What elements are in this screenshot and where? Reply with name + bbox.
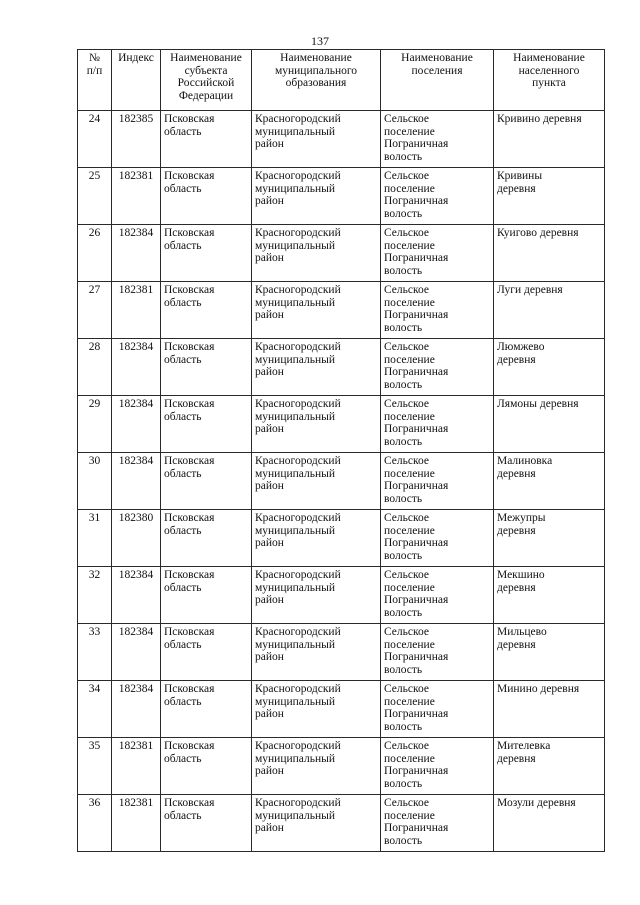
cell-line: Пограничная	[384, 252, 449, 265]
cell-postal-index: 182384	[112, 567, 161, 624]
cell-line: Пограничная	[384, 195, 449, 208]
header-line: п/п	[86, 64, 103, 77]
cell-settlement	[381, 795, 494, 852]
cell-postal-index: 182384	[112, 339, 161, 396]
cell-line: муниципальный	[255, 182, 336, 195]
cell-line: район	[255, 366, 284, 379]
cell-locality	[494, 282, 605, 339]
cell-locality	[494, 453, 605, 510]
cell-settlement	[381, 624, 494, 681]
cell-line: район	[255, 594, 284, 607]
cell-line: Кривины	[497, 170, 543, 182]
cell-line: поселение	[384, 524, 435, 537]
cell-line: Пограничная	[384, 594, 449, 607]
cell-line: Сельское	[384, 398, 430, 410]
cell-postal-index: 182384	[112, 624, 161, 681]
cell-line: район	[255, 138, 284, 151]
cell-line: волость	[384, 778, 423, 791]
cell-federal-subject	[161, 396, 252, 453]
cell-line: Красногородский	[255, 341, 341, 353]
cell-line: Псковская	[164, 512, 215, 524]
cell-line: волость	[384, 208, 423, 221]
table-row	[78, 738, 605, 795]
cell-federal-subject	[161, 681, 252, 738]
header-line: Наименование	[280, 52, 352, 64]
cell-postal-index: 182381	[112, 795, 161, 852]
cell-line: Сельское	[384, 740, 430, 752]
cell-line: область	[164, 752, 202, 765]
cell-number: 27	[78, 282, 112, 339]
cell-line: муниципальный	[255, 638, 336, 651]
header-line: населенного	[518, 64, 580, 77]
cell-locality	[494, 795, 605, 852]
cell-line: Луги деревня	[497, 284, 563, 296]
cell-number: 25	[78, 168, 112, 225]
table-row	[78, 567, 605, 624]
cell-municipality	[252, 111, 381, 168]
header-row	[78, 50, 605, 111]
cell-line: муниципальный	[255, 524, 336, 537]
cell-settlement	[381, 168, 494, 225]
cell-line: волость	[384, 493, 423, 506]
cell-line: Сельское	[384, 113, 430, 125]
cell-line: область	[164, 296, 202, 309]
cell-line: поселение	[384, 752, 435, 765]
header-line: Наименование	[401, 52, 473, 64]
cell-line: волость	[384, 607, 423, 620]
cell-line: волость	[384, 379, 423, 392]
cell-line: Красногородский	[255, 170, 341, 182]
cell-line: район	[255, 252, 284, 265]
cell-postal-index: 182384	[112, 396, 161, 453]
cell-line: Красногородский	[255, 113, 341, 125]
cell-line: Межупры	[497, 512, 546, 524]
cell-line: район	[255, 765, 284, 778]
cell-number: 29	[78, 396, 112, 453]
cell-settlement	[381, 453, 494, 510]
cell-line: деревня	[497, 752, 536, 765]
cell-number: 36	[78, 795, 112, 852]
cell-line: поселение	[384, 182, 435, 195]
cell-line: область	[164, 695, 202, 708]
cell-line: область	[164, 638, 202, 651]
cell-federal-subject	[161, 453, 252, 510]
header-line: образования	[285, 77, 347, 90]
cell-line: волость	[384, 265, 423, 278]
table-header	[78, 50, 605, 111]
cell-municipality	[252, 624, 381, 681]
cell-number: 28	[78, 339, 112, 396]
cell-line: Пограничная	[384, 765, 449, 778]
cell-line: муниципальный	[255, 410, 336, 423]
cell-line: район	[255, 822, 284, 835]
cell-locality	[494, 510, 605, 567]
cell-locality	[494, 111, 605, 168]
cell-number: 24	[78, 111, 112, 168]
cell-number: 33	[78, 624, 112, 681]
cell-settlement	[381, 510, 494, 567]
cell-line: волость	[384, 322, 423, 335]
cell-line: поселение	[384, 467, 435, 480]
cell-number: 34	[78, 681, 112, 738]
table-row	[78, 225, 605, 282]
cell-postal-index: 182380	[112, 510, 161, 567]
cell-line: поселение	[384, 809, 435, 822]
cell-locality	[494, 168, 605, 225]
cell-line: область	[164, 182, 202, 195]
cell-line: волость	[384, 436, 423, 449]
cell-settlement	[381, 738, 494, 795]
cell-line: Красногородский	[255, 512, 341, 524]
cell-number: 31	[78, 510, 112, 567]
table-row	[78, 624, 605, 681]
cell-line: муниципальный	[255, 752, 336, 765]
cell-line: Пограничная	[384, 651, 449, 664]
cell-federal-subject	[161, 225, 252, 282]
cell-federal-subject	[161, 282, 252, 339]
cell-municipality	[252, 282, 381, 339]
cell-settlement	[381, 339, 494, 396]
cell-line: Пограничная	[384, 822, 449, 835]
cell-line: область	[164, 125, 202, 138]
table-row	[78, 795, 605, 852]
cell-line: Красногородский	[255, 569, 341, 581]
cell-line: область	[164, 809, 202, 822]
cell-line: поселение	[384, 695, 435, 708]
table-row	[78, 510, 605, 567]
table-row	[78, 111, 605, 168]
header-line: №	[89, 52, 100, 64]
cell-federal-subject	[161, 567, 252, 624]
cell-line: Пограничная	[384, 138, 449, 151]
header-subject	[161, 50, 252, 111]
cell-locality	[494, 396, 605, 453]
cell-line: волость	[384, 664, 423, 677]
cell-line: область	[164, 353, 202, 366]
cell-federal-subject	[161, 168, 252, 225]
cell-line: Псковская	[164, 113, 215, 125]
cell-line: поселение	[384, 125, 435, 138]
page-number: 137	[311, 34, 329, 48]
cell-line: муниципальный	[255, 809, 336, 822]
cell-settlement	[381, 567, 494, 624]
cell-municipality	[252, 225, 381, 282]
cell-line: деревня	[497, 353, 536, 366]
cell-line: Пограничная	[384, 309, 449, 322]
cell-line: Псковская	[164, 683, 215, 695]
cell-line: муниципальный	[255, 695, 336, 708]
cell-federal-subject	[161, 510, 252, 567]
cell-municipality	[252, 339, 381, 396]
cell-line: Псковская	[164, 227, 215, 239]
table-body	[78, 111, 605, 852]
cell-line: Мозули деревня	[497, 797, 576, 809]
cell-postal-index: 182381	[112, 738, 161, 795]
cell-locality	[494, 339, 605, 396]
cell-federal-subject	[161, 738, 252, 795]
cell-line: поселение	[384, 353, 435, 366]
header-index	[112, 50, 161, 111]
cell-line: Сельское	[384, 455, 430, 467]
cell-locality	[494, 738, 605, 795]
cell-federal-subject	[161, 795, 252, 852]
cell-line: Минино деревня	[497, 683, 580, 695]
cell-line: Сельское	[384, 284, 430, 296]
cell-line: Псковская	[164, 341, 215, 353]
cell-line: район	[255, 309, 284, 322]
cell-locality	[494, 624, 605, 681]
cell-line: поселение	[384, 410, 435, 423]
cell-line: Красногородский	[255, 626, 341, 638]
cell-locality	[494, 225, 605, 282]
cell-postal-index: 182381	[112, 282, 161, 339]
header-line: Федерации	[178, 90, 234, 103]
cell-line: Сельское	[384, 797, 430, 809]
cell-line: район	[255, 195, 284, 208]
cell-line: деревня	[497, 581, 536, 594]
cell-line: поселение	[384, 581, 435, 594]
cell-line: Псковская	[164, 398, 215, 410]
header-line: субъекта	[184, 64, 228, 77]
cell-line: район	[255, 651, 284, 664]
cell-line: муниципальный	[255, 239, 336, 252]
cell-municipality	[252, 681, 381, 738]
table-row	[78, 681, 605, 738]
cell-line: Сельское	[384, 227, 430, 239]
cell-line: деревня	[497, 182, 536, 195]
cell-federal-subject	[161, 624, 252, 681]
cell-line: район	[255, 537, 284, 550]
cell-municipality	[252, 510, 381, 567]
cell-line: Красногородский	[255, 797, 341, 809]
cell-line: поселение	[384, 239, 435, 252]
header-number	[78, 50, 112, 111]
cell-line: Псковская	[164, 626, 215, 638]
cell-line: Псковская	[164, 170, 215, 182]
cell-line: Мекшино	[497, 569, 545, 581]
settlements-table	[77, 49, 605, 852]
cell-municipality	[252, 396, 381, 453]
cell-postal-index: 182385	[112, 111, 161, 168]
cell-line: Сельское	[384, 341, 430, 353]
header-line: поселения	[411, 64, 463, 77]
cell-municipality	[252, 567, 381, 624]
cell-line: муниципальный	[255, 581, 336, 594]
cell-line: муниципальный	[255, 125, 336, 138]
cell-line: Псковская	[164, 455, 215, 467]
cell-federal-subject	[161, 339, 252, 396]
cell-line: Кривино деревня	[497, 113, 582, 125]
cell-line: муниципальный	[255, 296, 336, 309]
cell-line: Сельское	[384, 683, 430, 695]
cell-municipality	[252, 795, 381, 852]
table-row	[78, 282, 605, 339]
header-municipality	[252, 50, 381, 111]
cell-line: деревня	[497, 638, 536, 651]
cell-number: 35	[78, 738, 112, 795]
header-line: Наименование	[513, 52, 585, 64]
header-line: Российской	[177, 77, 235, 90]
cell-line: район	[255, 708, 284, 721]
cell-line: Мильцево	[497, 626, 547, 638]
cell-line: Псковская	[164, 284, 215, 296]
cell-line: деревня	[497, 524, 536, 537]
cell-settlement	[381, 396, 494, 453]
table-row	[78, 339, 605, 396]
cell-line: Красногородский	[255, 740, 341, 752]
cell-municipality	[252, 168, 381, 225]
cell-line: Псковская	[164, 740, 215, 752]
cell-line: Сельское	[384, 512, 430, 524]
header-line: Наименование	[170, 52, 242, 64]
header-locality	[494, 50, 605, 111]
cell-settlement	[381, 225, 494, 282]
cell-line: деревня	[497, 467, 536, 480]
cell-line: Сельское	[384, 626, 430, 638]
cell-line: Пограничная	[384, 537, 449, 550]
cell-line: Пограничная	[384, 480, 449, 493]
cell-line: муниципальный	[255, 467, 336, 480]
cell-line: область	[164, 581, 202, 594]
cell-municipality	[252, 738, 381, 795]
cell-line: Красногородский	[255, 683, 341, 695]
table-row	[78, 168, 605, 225]
cell-line: Куигово деревня	[497, 227, 579, 239]
cell-line: Красногородский	[255, 284, 341, 296]
cell-line: область	[164, 410, 202, 423]
cell-line: Люмжево	[497, 341, 545, 353]
cell-line: волость	[384, 835, 423, 848]
cell-federal-subject	[161, 111, 252, 168]
header-line: пункта	[532, 77, 566, 90]
cell-number: 32	[78, 567, 112, 624]
cell-line: Сельское	[384, 170, 430, 182]
cell-line: область	[164, 524, 202, 537]
cell-postal-index: 182384	[112, 453, 161, 510]
cell-line: Пограничная	[384, 423, 449, 436]
table-row	[78, 396, 605, 453]
cell-line: Сельское	[384, 569, 430, 581]
cell-line: Псковская	[164, 797, 215, 809]
cell-line: Малиновка	[497, 455, 553, 467]
cell-line: муниципальный	[255, 353, 336, 366]
cell-line: волость	[384, 721, 423, 734]
cell-line: Мителевка	[497, 740, 551, 752]
cell-number: 26	[78, 225, 112, 282]
cell-line: Красногородский	[255, 455, 341, 467]
cell-municipality	[252, 453, 381, 510]
cell-line: Пограничная	[384, 366, 449, 379]
cell-line: Псковская	[164, 569, 215, 581]
header-settlement	[381, 50, 494, 111]
cell-settlement	[381, 282, 494, 339]
cell-line: Красногородский	[255, 227, 341, 239]
cell-line: поселение	[384, 296, 435, 309]
cell-locality	[494, 681, 605, 738]
cell-settlement	[381, 111, 494, 168]
cell-line: область	[164, 239, 202, 252]
cell-line: поселение	[384, 638, 435, 651]
cell-line: Красногородский	[255, 398, 341, 410]
cell-number: 30	[78, 453, 112, 510]
cell-settlement	[381, 681, 494, 738]
cell-postal-index: 182381	[112, 168, 161, 225]
header-line: Индекс	[118, 52, 154, 64]
cell-line: район	[255, 423, 284, 436]
cell-line: область	[164, 467, 202, 480]
cell-postal-index: 182384	[112, 225, 161, 282]
cell-line: волость	[384, 151, 423, 164]
table-row	[78, 453, 605, 510]
cell-line: Пограничная	[384, 708, 449, 721]
cell-locality	[494, 567, 605, 624]
cell-line: Лямоны деревня	[497, 398, 579, 410]
cell-postal-index: 182384	[112, 681, 161, 738]
cell-line: район	[255, 480, 284, 493]
cell-line: волость	[384, 550, 423, 563]
header-line: муниципального	[274, 64, 358, 77]
